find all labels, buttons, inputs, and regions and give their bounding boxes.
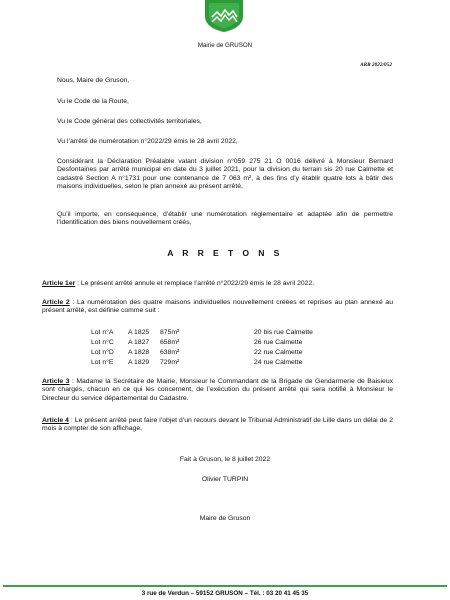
footer-address: 3 rue de Verdun – 59152 GRUSON – Tél. : 03 20 41 45 35 <box>141 590 309 597</box>
intro-nous: Nous, Maire de Gruson, <box>57 77 130 84</box>
article-4 <box>42 417 393 434</box>
article-2 <box>42 299 393 316</box>
signatory-title: Maire de Gruson <box>199 515 251 522</box>
lot-address: 20 bis rue Calmette <box>254 329 313 336</box>
lot-address: 22 rue Calmette <box>254 349 303 356</box>
article-4-text: : Le présent arrêté peut faire l’objet d’un recours devant le Tribunal Administratif de Lille dans un délai de 2 mois à compter de son affichage. <box>42 417 393 433</box>
lot-surface: 875m² <box>160 329 180 336</box>
article-2-label: Article 2 <box>42 299 70 306</box>
lot-name: Lot n°D <box>91 349 114 356</box>
intro-vu-cgct: Vu le Code général des collectivités territoriales, <box>57 118 202 125</box>
lot-address: 26 rue Calmette <box>254 339 303 346</box>
footer-divider <box>3 585 447 587</box>
lot-parcel: A 1828 <box>128 349 150 356</box>
signatory-name: Olivier TURPIN <box>201 476 249 483</box>
article-4-label: Article 4 <box>42 417 69 424</box>
article-3-label: Article 3 <box>42 378 70 385</box>
signature-date: Fait à Gruson, le 8 juillet 2022 <box>179 456 271 463</box>
lot-surface: 729m² <box>160 359 180 366</box>
article-3 <box>42 378 393 403</box>
mairie-heading: Mairie de GRUSON <box>197 42 253 49</box>
lot-parcel: A 1829 <box>128 359 150 366</box>
article-1-label: Article 1er <box>42 280 76 287</box>
reference-number: ARR 2022/052 <box>360 62 392 68</box>
article-1 <box>42 280 393 288</box>
intro-considerant: Considérant la Déclaration Préalable valant division n°059 275 21 O 0016 délivré à Monsieur Bernard Desfontaines par arrêté municipal en date du 3 juillet 2021, pour la division du terrain sis 20 rue Calmette et cadastré Section A n°1731 pour une contenance de 7 063 m², à des fins d’y établir quatre lots à bâtir des maisons individuelles, selon le plan annexé au présent arrêté, <box>57 158 393 190</box>
lot-name: Lot n°E <box>91 359 114 366</box>
article-1-text: : Le présent arrêté annule et remplace l’arrêté n°2022/29 émis le 28 avril 2022. <box>75 280 315 287</box>
lot-name: Lot n°C <box>91 339 114 346</box>
lot-surface: 658m² <box>160 339 180 346</box>
arretons-heading: A R R E T O N S <box>167 248 283 258</box>
green-coat-of-arms-icon <box>199 0 249 32</box>
article-3-text: : Madame la Secrétaire de Mairie, Monsieur le Commandant de la Brigade de Gendarmerie de Baisieux sont chargés, chacun en ce qui les concernent, de l’exécution du présent arrêté qui sera notifié à Monsieur le Directeur du service départemental du Cadastre. <box>42 378 393 402</box>
lot-address: 24 rue Calmette <box>254 359 303 366</box>
lot-parcel: A 1827 <box>128 339 150 346</box>
article-2-text: : La numérotation des quatre maisons individuelles nouvellement créées et reprises au plan annexé au présent arrêté, est définie comme suit : <box>42 299 393 315</box>
intro-vu-code-route: Vu le Code de la Route, <box>57 98 129 105</box>
intro-vu-arrete: Vu l’arrêté de numérotation n°2022/29 émis le 28 avril 2022, <box>57 138 238 145</box>
intro-importe: Qu’il importe, en conséquence, d’établir une numérotation réglementaire et adaptée afin de permettre l’identification des biens nouvellement créés, <box>57 211 393 227</box>
lot-parcel: A 1825 <box>128 329 150 336</box>
lot-surface: 638m² <box>160 349 180 356</box>
lot-name: Lot n°A <box>91 329 114 336</box>
